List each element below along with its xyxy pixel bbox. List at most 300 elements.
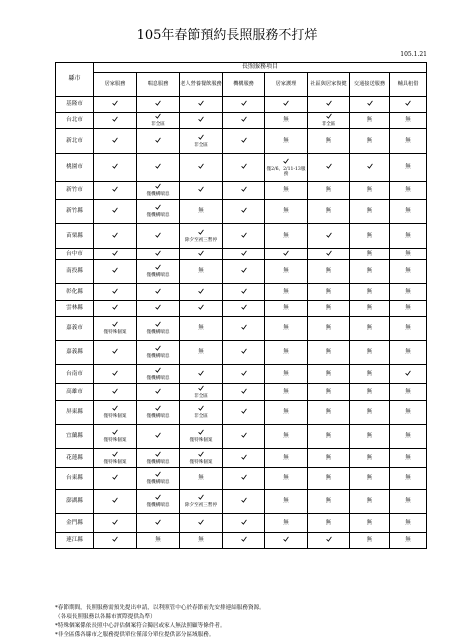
service-cell bbox=[265, 284, 308, 301]
checkmark-icon bbox=[241, 474, 247, 480]
unavailable-text: 無 bbox=[405, 117, 411, 124]
city-column-header: 縣市 bbox=[56, 63, 94, 97]
checkmark-icon bbox=[155, 471, 161, 477]
checkmark-icon bbox=[198, 134, 204, 140]
service-cell bbox=[308, 113, 350, 129]
cell-note: 僅機構喘息 bbox=[146, 273, 170, 279]
service-cell bbox=[308, 317, 350, 341]
unavailable-text: 無 bbox=[366, 349, 373, 356]
unavailable-text: 無 bbox=[405, 208, 411, 215]
unavailable-text: 無 bbox=[366, 250, 373, 257]
checkmark-icon bbox=[241, 497, 247, 503]
unavailable-text: 無 bbox=[366, 454, 373, 461]
service-cell bbox=[137, 129, 180, 154]
service-cell bbox=[137, 449, 180, 468]
unavailable-text: 無 bbox=[405, 475, 411, 482]
service-cell bbox=[94, 449, 137, 468]
service-cell bbox=[265, 401, 308, 425]
service-cell bbox=[180, 301, 223, 317]
service-cell bbox=[390, 260, 427, 284]
service-cell bbox=[223, 490, 265, 514]
unavailable-text: 無 bbox=[405, 164, 411, 171]
service-cell bbox=[137, 200, 180, 224]
footer-notes bbox=[55, 604, 435, 640]
service-cell bbox=[265, 533, 308, 549]
unavailable-text: 無 bbox=[366, 409, 373, 416]
service-cell bbox=[390, 224, 427, 249]
unavailable-text: 無 bbox=[325, 268, 332, 275]
service-cell bbox=[265, 260, 308, 284]
service-cell bbox=[350, 425, 390, 449]
service-cell bbox=[137, 365, 180, 384]
checkmark-icon bbox=[155, 183, 161, 189]
service-cell bbox=[223, 97, 265, 113]
service-cell bbox=[223, 514, 265, 533]
service-cell bbox=[180, 284, 223, 301]
service-cell bbox=[390, 490, 427, 514]
checkmark-icon bbox=[241, 137, 247, 143]
checkmark-icon bbox=[198, 288, 204, 294]
service-cell bbox=[390, 284, 427, 301]
checkmark-icon bbox=[155, 264, 161, 270]
service-cell bbox=[265, 129, 308, 154]
cell-note: 僅機構喘息 bbox=[146, 414, 170, 420]
checkmark-icon bbox=[198, 429, 204, 435]
unavailable-text: 無 bbox=[366, 537, 373, 544]
unavailable-text: 無 bbox=[405, 187, 411, 194]
service-cell bbox=[137, 182, 180, 200]
service-cell bbox=[350, 365, 390, 384]
cell-note: 非全區 bbox=[151, 122, 165, 128]
service-cell bbox=[94, 97, 137, 113]
service-cell bbox=[308, 401, 350, 425]
service-cell bbox=[94, 224, 137, 249]
service-cell bbox=[94, 341, 137, 365]
unavailable-text: 無 bbox=[325, 409, 332, 416]
service-cell bbox=[308, 514, 350, 533]
service-cell bbox=[350, 533, 390, 549]
unavailable-text: 無 bbox=[405, 409, 411, 416]
service-cell bbox=[308, 154, 350, 182]
service-cell bbox=[308, 341, 350, 365]
city-name: 高雄市 bbox=[56, 384, 94, 401]
service-cell bbox=[390, 468, 427, 490]
checkmark-icon bbox=[155, 137, 161, 143]
unavailable-text: 無 bbox=[366, 137, 373, 144]
service-cell bbox=[390, 533, 427, 549]
checkmark-icon bbox=[155, 494, 161, 500]
service-cell bbox=[350, 224, 390, 249]
unavailable-text: 無 bbox=[405, 325, 411, 332]
unavailable-text: 無 bbox=[405, 268, 411, 275]
unavailable-text: 無 bbox=[325, 305, 332, 312]
unavailable-text: 無 bbox=[198, 208, 204, 215]
cell-note: 僅2/6、2/11-13服務 bbox=[266, 166, 306, 177]
unavailable-text: 無 bbox=[366, 187, 373, 194]
service-cell bbox=[350, 317, 390, 341]
unavailable-text: 無 bbox=[325, 325, 332, 332]
cell-note: 僅機構喘息 bbox=[146, 375, 170, 381]
checkmark-icon bbox=[241, 186, 247, 192]
service-cell bbox=[180, 182, 223, 200]
cell-note: 僅機構喘息 bbox=[146, 213, 170, 219]
service-cell bbox=[180, 384, 223, 401]
category-header: 輔具租借 bbox=[390, 73, 427, 97]
table-row bbox=[56, 365, 427, 384]
unavailable-text: 無 bbox=[283, 433, 289, 440]
service-cell bbox=[94, 113, 137, 129]
service-cell bbox=[223, 154, 265, 182]
page-title: 105年春節預約長照服務不打烊 bbox=[136, 28, 318, 43]
service-cell bbox=[265, 425, 308, 449]
service-cell bbox=[180, 490, 223, 514]
checkmark-icon bbox=[112, 250, 118, 256]
checkmark-icon bbox=[198, 229, 204, 235]
checkmark-icon bbox=[112, 497, 118, 503]
service-cell bbox=[137, 401, 180, 425]
service-cell bbox=[137, 249, 180, 260]
table-row bbox=[56, 341, 427, 365]
service-cell bbox=[180, 425, 223, 449]
unavailable-text: 無 bbox=[405, 288, 411, 295]
city-name: 彰化縣 bbox=[56, 284, 94, 301]
service-cell bbox=[137, 113, 180, 129]
service-cell bbox=[94, 533, 137, 549]
checkmark-icon bbox=[155, 100, 161, 106]
cell-note: 僅特殊個案 bbox=[189, 438, 213, 444]
service-cell bbox=[390, 129, 427, 154]
unavailable-text: 無 bbox=[325, 208, 332, 215]
service-cell bbox=[180, 468, 223, 490]
unavailable-text: 無 bbox=[283, 187, 289, 194]
unavailable-text: 無 bbox=[405, 250, 411, 257]
checkmark-icon bbox=[198, 370, 204, 376]
checkmark-icon bbox=[198, 250, 204, 256]
service-cell bbox=[390, 449, 427, 468]
checkmark-icon bbox=[155, 163, 161, 169]
service-cell bbox=[390, 425, 427, 449]
service-cell bbox=[180, 514, 223, 533]
table-row bbox=[56, 468, 427, 490]
unavailable-text: 無 bbox=[283, 349, 289, 356]
checkmark-icon bbox=[241, 370, 247, 376]
checkmark-icon bbox=[241, 388, 247, 394]
document-date: 105.1.21 bbox=[400, 51, 427, 58]
service-cell bbox=[308, 384, 350, 401]
table-row bbox=[56, 490, 427, 514]
city-name: 台中市 bbox=[56, 249, 94, 260]
service-cell bbox=[390, 182, 427, 200]
service-cell bbox=[223, 401, 265, 425]
service-cell bbox=[137, 468, 180, 490]
service-cell bbox=[223, 182, 265, 200]
service-cell bbox=[308, 468, 350, 490]
table-row bbox=[56, 301, 427, 317]
footer-note: *特殊個案係依長照中心評估個案符合獨居或家人無法照顧等條件者。 bbox=[55, 623, 226, 629]
checkmark-icon bbox=[112, 163, 118, 169]
service-cell bbox=[350, 154, 390, 182]
service-cell bbox=[390, 301, 427, 317]
checkmark-icon bbox=[198, 405, 204, 411]
unavailable-text: 無 bbox=[283, 454, 289, 461]
service-cell bbox=[308, 533, 350, 549]
unavailable-text: 無 bbox=[366, 388, 373, 395]
service-cell bbox=[180, 249, 223, 260]
service-cell bbox=[350, 129, 390, 154]
checkmark-icon bbox=[112, 137, 118, 143]
service-cell bbox=[180, 317, 223, 341]
service-cell bbox=[137, 533, 180, 549]
service-cell bbox=[308, 284, 350, 301]
footer-note: （各項長照服務以各縣市實際提供為準） bbox=[55, 614, 156, 620]
checkmark-icon bbox=[112, 370, 118, 376]
service-cell bbox=[223, 468, 265, 490]
service-cell bbox=[223, 200, 265, 224]
service-cell bbox=[308, 249, 350, 260]
service-cell bbox=[180, 129, 223, 154]
service-cell bbox=[350, 182, 390, 200]
checkmark-icon bbox=[405, 100, 411, 106]
checkmark-icon bbox=[155, 519, 161, 525]
service-cell bbox=[308, 182, 350, 200]
checkmark-icon bbox=[112, 474, 118, 480]
service-cell bbox=[223, 260, 265, 284]
service-cell bbox=[180, 449, 223, 468]
service-cell bbox=[180, 401, 223, 425]
service-cell bbox=[94, 129, 137, 154]
unavailable-text: 無 bbox=[366, 305, 373, 312]
service-group-header: 長照服務項目 bbox=[94, 63, 427, 73]
service-cell bbox=[308, 260, 350, 284]
unavailable-text: 無 bbox=[366, 117, 373, 124]
service-cell bbox=[223, 284, 265, 301]
service-cell bbox=[265, 182, 308, 200]
service-cell bbox=[350, 341, 390, 365]
checkmark-icon bbox=[326, 250, 332, 256]
city-name: 桃園市 bbox=[56, 154, 94, 182]
checkmark-icon bbox=[112, 429, 118, 435]
unavailable-text: 無 bbox=[283, 388, 289, 395]
unavailable-text: 無 bbox=[405, 388, 411, 395]
checkmark-icon bbox=[241, 250, 247, 256]
checkmark-icon bbox=[155, 345, 161, 351]
cell-note: 非全區 bbox=[194, 414, 208, 420]
footer-note: *非全區係各縣市之服務提供單位僅部分單位提供部分區域服務。 bbox=[55, 632, 215, 638]
checkmark-icon bbox=[405, 370, 411, 376]
category-header: 居家護理 bbox=[265, 73, 308, 97]
table-row bbox=[56, 113, 427, 129]
checkmark-icon bbox=[155, 388, 161, 394]
table-row bbox=[56, 533, 427, 549]
service-cell bbox=[94, 301, 137, 317]
service-cell bbox=[137, 260, 180, 284]
checkmark-icon bbox=[198, 385, 204, 391]
unavailable-text: 無 bbox=[283, 208, 289, 215]
unavailable-text: 無 bbox=[366, 268, 373, 275]
checkmark-icon bbox=[241, 267, 247, 273]
service-cell bbox=[265, 113, 308, 129]
service-cell bbox=[223, 425, 265, 449]
checkmark-icon bbox=[112, 116, 118, 122]
checkmark-icon bbox=[112, 321, 118, 327]
city-name: 金門縣 bbox=[56, 514, 94, 533]
service-cell bbox=[180, 341, 223, 365]
checkmark-icon bbox=[112, 519, 118, 525]
service-cell bbox=[265, 249, 308, 260]
unavailable-text: 無 bbox=[405, 433, 411, 440]
table-row bbox=[56, 384, 427, 401]
checkmark-icon bbox=[241, 454, 247, 460]
cell-note: 僅特殊個案 bbox=[103, 414, 127, 420]
city-name: 嘉義縣 bbox=[56, 341, 94, 365]
checkmark-icon bbox=[326, 113, 332, 119]
unavailable-text: 無 bbox=[325, 288, 332, 295]
service-cell bbox=[180, 365, 223, 384]
checkmark-icon bbox=[155, 113, 161, 119]
city-name: 雲林縣 bbox=[56, 301, 94, 317]
unavailable-text: 無 bbox=[405, 498, 411, 505]
unavailable-text: 無 bbox=[366, 370, 373, 377]
service-cell bbox=[265, 384, 308, 401]
service-cell bbox=[137, 384, 180, 401]
city-name: 屏東縣 bbox=[56, 401, 94, 425]
unavailable-text: 無 bbox=[405, 137, 411, 144]
service-cell bbox=[308, 301, 350, 317]
unavailable-text: 無 bbox=[325, 498, 332, 505]
city-name: 台東縣 bbox=[56, 468, 94, 490]
service-cell bbox=[390, 249, 427, 260]
service-cell bbox=[350, 514, 390, 533]
unavailable-text: 無 bbox=[325, 475, 332, 482]
service-cell bbox=[223, 449, 265, 468]
service-cell bbox=[350, 301, 390, 317]
checkmark-icon bbox=[241, 519, 247, 525]
service-cell bbox=[180, 533, 223, 549]
unavailable-text: 無 bbox=[366, 288, 373, 295]
cell-note: 僅機構喘息 bbox=[146, 503, 170, 509]
checkmark-icon bbox=[112, 405, 118, 411]
cell-note: 僅特殊個案 bbox=[103, 330, 127, 336]
checkmark-icon bbox=[326, 100, 332, 106]
service-cell bbox=[94, 200, 137, 224]
table-row bbox=[56, 97, 427, 113]
checkmark-icon bbox=[155, 250, 161, 256]
unavailable-text: 無 bbox=[366, 475, 373, 482]
table-row bbox=[56, 129, 427, 154]
checkmark-icon bbox=[155, 288, 161, 294]
service-cell bbox=[137, 425, 180, 449]
table-row bbox=[56, 200, 427, 224]
service-cell bbox=[265, 341, 308, 365]
category-header: 社區與居家復健 bbox=[308, 73, 350, 97]
cell-note: 除夕至初三暫停 bbox=[184, 237, 218, 243]
table-row bbox=[56, 449, 427, 468]
service-cell bbox=[350, 249, 390, 260]
unavailable-text: 無 bbox=[325, 137, 332, 144]
table-row bbox=[56, 182, 427, 200]
service-cell bbox=[94, 317, 137, 341]
checkmark-icon bbox=[326, 536, 332, 542]
service-cell bbox=[350, 113, 390, 129]
service-cell bbox=[390, 154, 427, 182]
service-cell bbox=[390, 317, 427, 341]
unavailable-text: 無 bbox=[283, 117, 289, 124]
service-cell bbox=[223, 301, 265, 317]
checkmark-icon bbox=[241, 207, 247, 213]
checkmark-icon bbox=[241, 324, 247, 330]
service-cell bbox=[350, 468, 390, 490]
service-cell bbox=[350, 200, 390, 224]
unavailable-text: 無 bbox=[283, 305, 289, 312]
unavailable-text: 無 bbox=[198, 349, 204, 356]
service-cell bbox=[308, 490, 350, 514]
city-name: 嘉義市 bbox=[56, 317, 94, 341]
table-row bbox=[56, 514, 427, 533]
service-cell bbox=[308, 365, 350, 384]
unavailable-text: 無 bbox=[325, 433, 332, 440]
service-cell bbox=[94, 401, 137, 425]
unavailable-text: 無 bbox=[283, 475, 289, 482]
service-cell bbox=[94, 249, 137, 260]
unavailable-text: 無 bbox=[325, 388, 332, 395]
checkmark-icon bbox=[155, 451, 161, 457]
checkmark-icon bbox=[155, 304, 161, 310]
unavailable-text: 無 bbox=[198, 475, 204, 482]
service-cell bbox=[223, 533, 265, 549]
unavailable-text: 無 bbox=[283, 268, 289, 275]
service-cell bbox=[350, 449, 390, 468]
unavailable-text: 無 bbox=[155, 537, 161, 544]
service-cell bbox=[390, 113, 427, 129]
checkmark-icon bbox=[198, 519, 204, 525]
service-cell bbox=[390, 341, 427, 365]
footer-note: *春節期間，長照服務需預先提出申請，以利照管中心於春節前先安排連結服務資源。 bbox=[55, 605, 265, 611]
table-row bbox=[56, 154, 427, 182]
checkmark-icon bbox=[155, 367, 161, 373]
checkmark-icon bbox=[198, 100, 204, 106]
city-name: 澎湖縣 bbox=[56, 490, 94, 514]
checkmark-icon bbox=[112, 100, 118, 106]
service-cell bbox=[265, 490, 308, 514]
checkmark-icon bbox=[198, 116, 204, 122]
checkmark-icon bbox=[198, 163, 204, 169]
unavailable-text: 無 bbox=[283, 498, 289, 505]
service-cell bbox=[308, 224, 350, 249]
service-cell bbox=[265, 317, 308, 341]
unavailable-text: 無 bbox=[325, 349, 332, 356]
service-cell bbox=[350, 490, 390, 514]
service-cell bbox=[265, 514, 308, 533]
service-cell bbox=[265, 468, 308, 490]
unavailable-text: 無 bbox=[198, 325, 204, 332]
service-cell bbox=[308, 200, 350, 224]
unavailable-text: 無 bbox=[283, 409, 289, 416]
service-cell bbox=[390, 401, 427, 425]
checkmark-icon bbox=[112, 348, 118, 354]
checkmark-icon bbox=[155, 405, 161, 411]
checkmark-icon bbox=[112, 536, 118, 542]
service-cell bbox=[350, 384, 390, 401]
service-cell bbox=[390, 384, 427, 401]
checkmark-icon bbox=[283, 158, 289, 164]
checkmark-icon bbox=[241, 163, 247, 169]
checkmark-icon bbox=[112, 207, 118, 213]
unavailable-text: 無 bbox=[366, 208, 373, 215]
unavailable-text: 無 bbox=[283, 288, 289, 295]
unavailable-text: 無 bbox=[405, 349, 411, 356]
checkmark-icon bbox=[198, 186, 204, 192]
unavailable-text: 無 bbox=[366, 519, 373, 526]
